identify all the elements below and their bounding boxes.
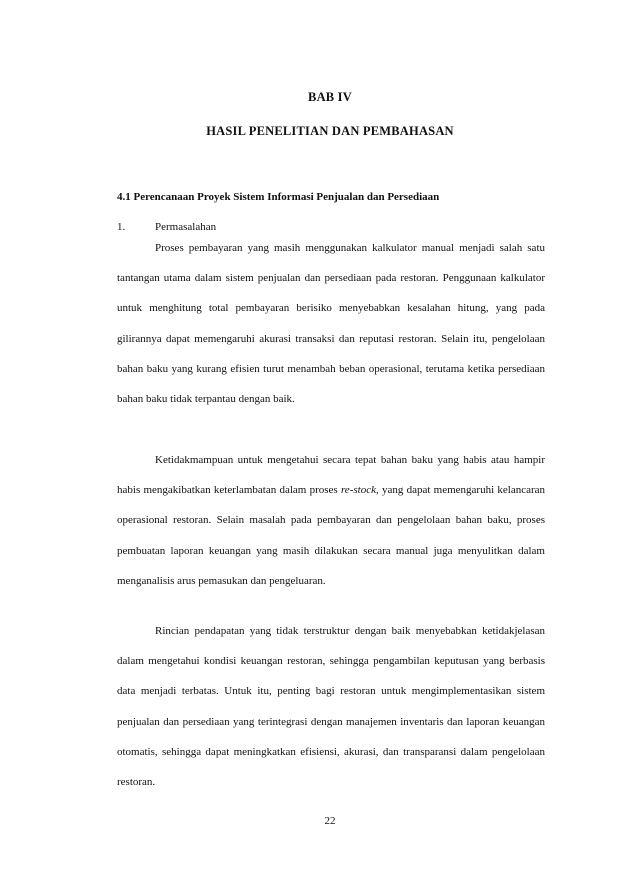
page-number: 22 <box>324 815 336 827</box>
paragraph-3: Rincian pendapatan yang tidak terstruktur dengan baik menyebabkan ketidakjelasan dalam mengetahui kondisi keuangan restoran, sehingga pengambilan keputusan yang berbasis data menjadi terbatas. Untuk itu, penting bagi restoran untuk mengimplementasikan sistem penjualan dan persediaan yang terintegrasi dengan manajemen inventaris dan laporan keuangan otomatis, sehingga dapat meningkatkan efisiensi, akurasi, dan transparansi dalam pengelolaan restoran. <box>117 625 545 789</box>
paragraph-1: Proses pembayaran yang masih menggunakan kalkulator manual menjadi salah satu tantangan utama dalam sistem penjualan dan persediaan pada restoran. Penggunaan kalkulator untuk menghitung total pembayaran berisiko menyebabkan kesalahan hitung, yang pada gilirannya dapat memengaruhi akurasi transaksi dan reputasi restoran. Selain itu, pengelolaan bahan baku yang kurang efisien turut menambah beban operasional, terutama ketika persediaan bahan baku tidak terpantau dengan baik. <box>117 242 545 406</box>
list-item-label: Permasalahan <box>155 221 217 233</box>
chapter-number: BAB IV <box>308 90 352 104</box>
paragraph-2-text-start: Ketidakmampuan untuk mengetahui secara tepat bahan baku yang habis atau hampir habis mengakibatkan keterlambatan dalam proses <box>117 454 545 497</box>
paragraph-2-text-end: , yang dapat memengaruhi kelancaran operasional restoran. Selain masalah pada pembayaran dan pengelolaan bahan baku, proses pembuatan laporan keuangan yang masih dilakukan secara manual juga menyulitkan dalam menganalisis arus pemasukan dan pengeluaran. <box>117 484 546 587</box>
paragraph-2-italic-term: re-stock <box>340 484 376 497</box>
chapter-title: HASIL PENELITIAN DAN PEMBAHASAN <box>206 124 454 138</box>
paragraph-2 <box>117 445 545 596</box>
section-heading: 4.1 Perencanaan Proyek Sistem Informasi Penjualan dan Persediaan <box>117 191 440 203</box>
list-item-number: 1. <box>117 221 126 233</box>
